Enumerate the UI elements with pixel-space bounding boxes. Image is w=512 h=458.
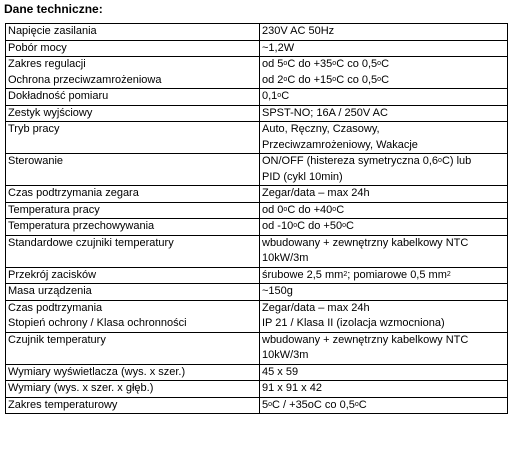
spec-value-line: 5$^o$C / +35oC co 0,5$^o$C — [262, 398, 367, 411]
spec-label-line: Napięcie zasilania — [8, 25, 97, 37]
spec-value-line: 230V AC 50Hz — [262, 25, 335, 37]
spec-value-line: wbudowany + zewnętrzny kabelkowy NTC — [262, 333, 469, 346]
spec-value — [260, 186, 508, 203]
spec-value-line: od 2$^o$C do $+15^oC$ co 0,5$^o$C — [262, 73, 390, 86]
spec-row — [6, 40, 508, 57]
spec-row — [6, 89, 508, 106]
specs-table — [5, 23, 508, 414]
spec-row — [6, 24, 508, 41]
spec-label-line: Pobór mocy — [8, 41, 67, 54]
page-title: Dane techniczne: — [4, 2, 103, 16]
spec-label-line: Wymiary (wys. x szer. x głęb.) — [8, 382, 154, 394]
spec-label-line: Sterowanie — [8, 155, 64, 167]
spec-label — [6, 284, 260, 301]
spec-row — [6, 122, 508, 154]
spec-value — [260, 202, 508, 219]
spec-value-line: śrubowe 2,5 $mm^2$; pomiarowe 0,5 $mm^2$ — [262, 268, 451, 281]
spec-value — [260, 24, 508, 41]
spec-row — [6, 332, 508, 364]
spec-value-line: 91 x 91 x 42 — [262, 382, 322, 394]
spec-value — [260, 364, 508, 381]
spec-label — [6, 24, 260, 41]
spec-label-line: Przekrój zacisków — [8, 268, 97, 281]
spec-value — [260, 381, 508, 398]
spec-label — [6, 186, 260, 203]
spec-label-line: Stopień ochrony / Klasa ochronności — [8, 317, 187, 329]
spec-value-line: ON/OFF (histereza symetryczna 0,6$^o$C) lub — [262, 155, 472, 167]
spec-row — [6, 154, 508, 186]
spec-label — [6, 202, 260, 219]
spec-value — [260, 284, 508, 301]
spec-label-line: Temperatura przechowywania — [8, 220, 155, 232]
spec-label — [6, 105, 260, 122]
spec-label — [6, 267, 260, 284]
spec-row — [6, 381, 508, 398]
spec-label-line: Ochrona przeciwzamrożeniowa — [8, 73, 162, 86]
spec-value-line: PID (cykl 10min) — [262, 170, 343, 183]
spec-row — [6, 202, 508, 219]
spec-value-line: Zegar/data – max 24h — [262, 301, 370, 314]
spec-value — [260, 300, 508, 332]
spec-label-line: Zakres temperaturowy — [8, 398, 118, 411]
spec-value-line: wbudowany + zewnętrzny kabelkowy NTC — [262, 236, 469, 249]
spec-label — [6, 300, 260, 332]
spec-value-line: 45 x 59 — [262, 365, 299, 378]
spec-value-line: 10kW/3m — [262, 349, 309, 361]
spec-value-line: IP 21 / Klasa II (izolacja wzmocniona) — [262, 317, 445, 329]
spec-value — [260, 267, 508, 284]
spec-row — [6, 364, 508, 381]
spec-label — [6, 122, 260, 154]
spec-label-line: Tryb pracy — [8, 123, 60, 135]
spec-value-line: ~1,2W — [262, 41, 295, 54]
spec-value-line: Zegar/data – max 24h — [262, 187, 370, 199]
spec-label-line: Czas podtrzymania zegara — [8, 187, 139, 199]
spec-label-line: Czujnik temperatury — [8, 333, 106, 346]
spec-value-line: ~150g — [262, 285, 293, 297]
spec-value-line: Przeciwzamrożeniowy, Wakacje — [262, 138, 418, 151]
spec-row — [6, 57, 508, 89]
spec-value-line: 10kW/3m — [262, 252, 309, 264]
spec-row — [6, 186, 508, 203]
spec-value-line: od 5$^o$C do $+35^oC$ co 0,5$^o$C — [262, 58, 390, 70]
spec-label — [6, 219, 260, 236]
spec-label — [6, 381, 260, 398]
spec-value — [260, 40, 508, 57]
spec-row — [6, 284, 508, 301]
spec-row — [6, 267, 508, 284]
spec-value — [260, 122, 508, 154]
spec-label-line: Standardowe czujniki temperatury — [8, 236, 174, 249]
spec-label-line: Zakres regulacji — [8, 58, 86, 70]
spec-label-line: Temperatura pracy — [8, 203, 100, 216]
spec-label — [6, 154, 260, 186]
spec-value-line: SPST-NO; 16A / 250V AC — [262, 106, 388, 119]
spec-label — [6, 332, 260, 364]
spec-label-line: Zestyk wyjściowy — [8, 106, 93, 119]
spec-label — [6, 57, 260, 89]
spec-value — [260, 105, 508, 122]
spec-label — [6, 235, 260, 267]
spec-value-line: Auto, Ręczny, Czasowy, — [262, 123, 380, 135]
spec-row — [6, 219, 508, 236]
spec-label-line: Czas podtrzymania — [8, 301, 103, 314]
spec-value — [260, 397, 508, 414]
specs-table-body — [6, 24, 508, 414]
spec-row — [6, 105, 508, 122]
spec-row — [6, 300, 508, 332]
spec-row — [6, 235, 508, 267]
spec-value-line: od -10$^o$C do $+50^oC$ — [262, 220, 354, 232]
spec-label-line: Masa urządzenia — [8, 285, 92, 297]
spec-label-line: Wymiary wyświetlacza (wys. x szer.) — [8, 365, 186, 378]
spec-value — [260, 219, 508, 236]
spec-value — [260, 332, 508, 364]
spec-value-line: od 0$^o$C do $+40^oC$ — [262, 203, 345, 216]
spec-label — [6, 89, 260, 106]
spec-value — [260, 57, 508, 89]
spec-value-line: 0,1$^o$C — [262, 90, 290, 102]
spec-label — [6, 364, 260, 381]
spec-value — [260, 89, 508, 106]
spec-label — [6, 40, 260, 57]
spec-value — [260, 235, 508, 267]
spec-label — [6, 397, 260, 414]
spec-label-line: Dokładność pomiaru — [8, 90, 109, 102]
spec-value — [260, 154, 508, 186]
spec-row — [6, 397, 508, 414]
